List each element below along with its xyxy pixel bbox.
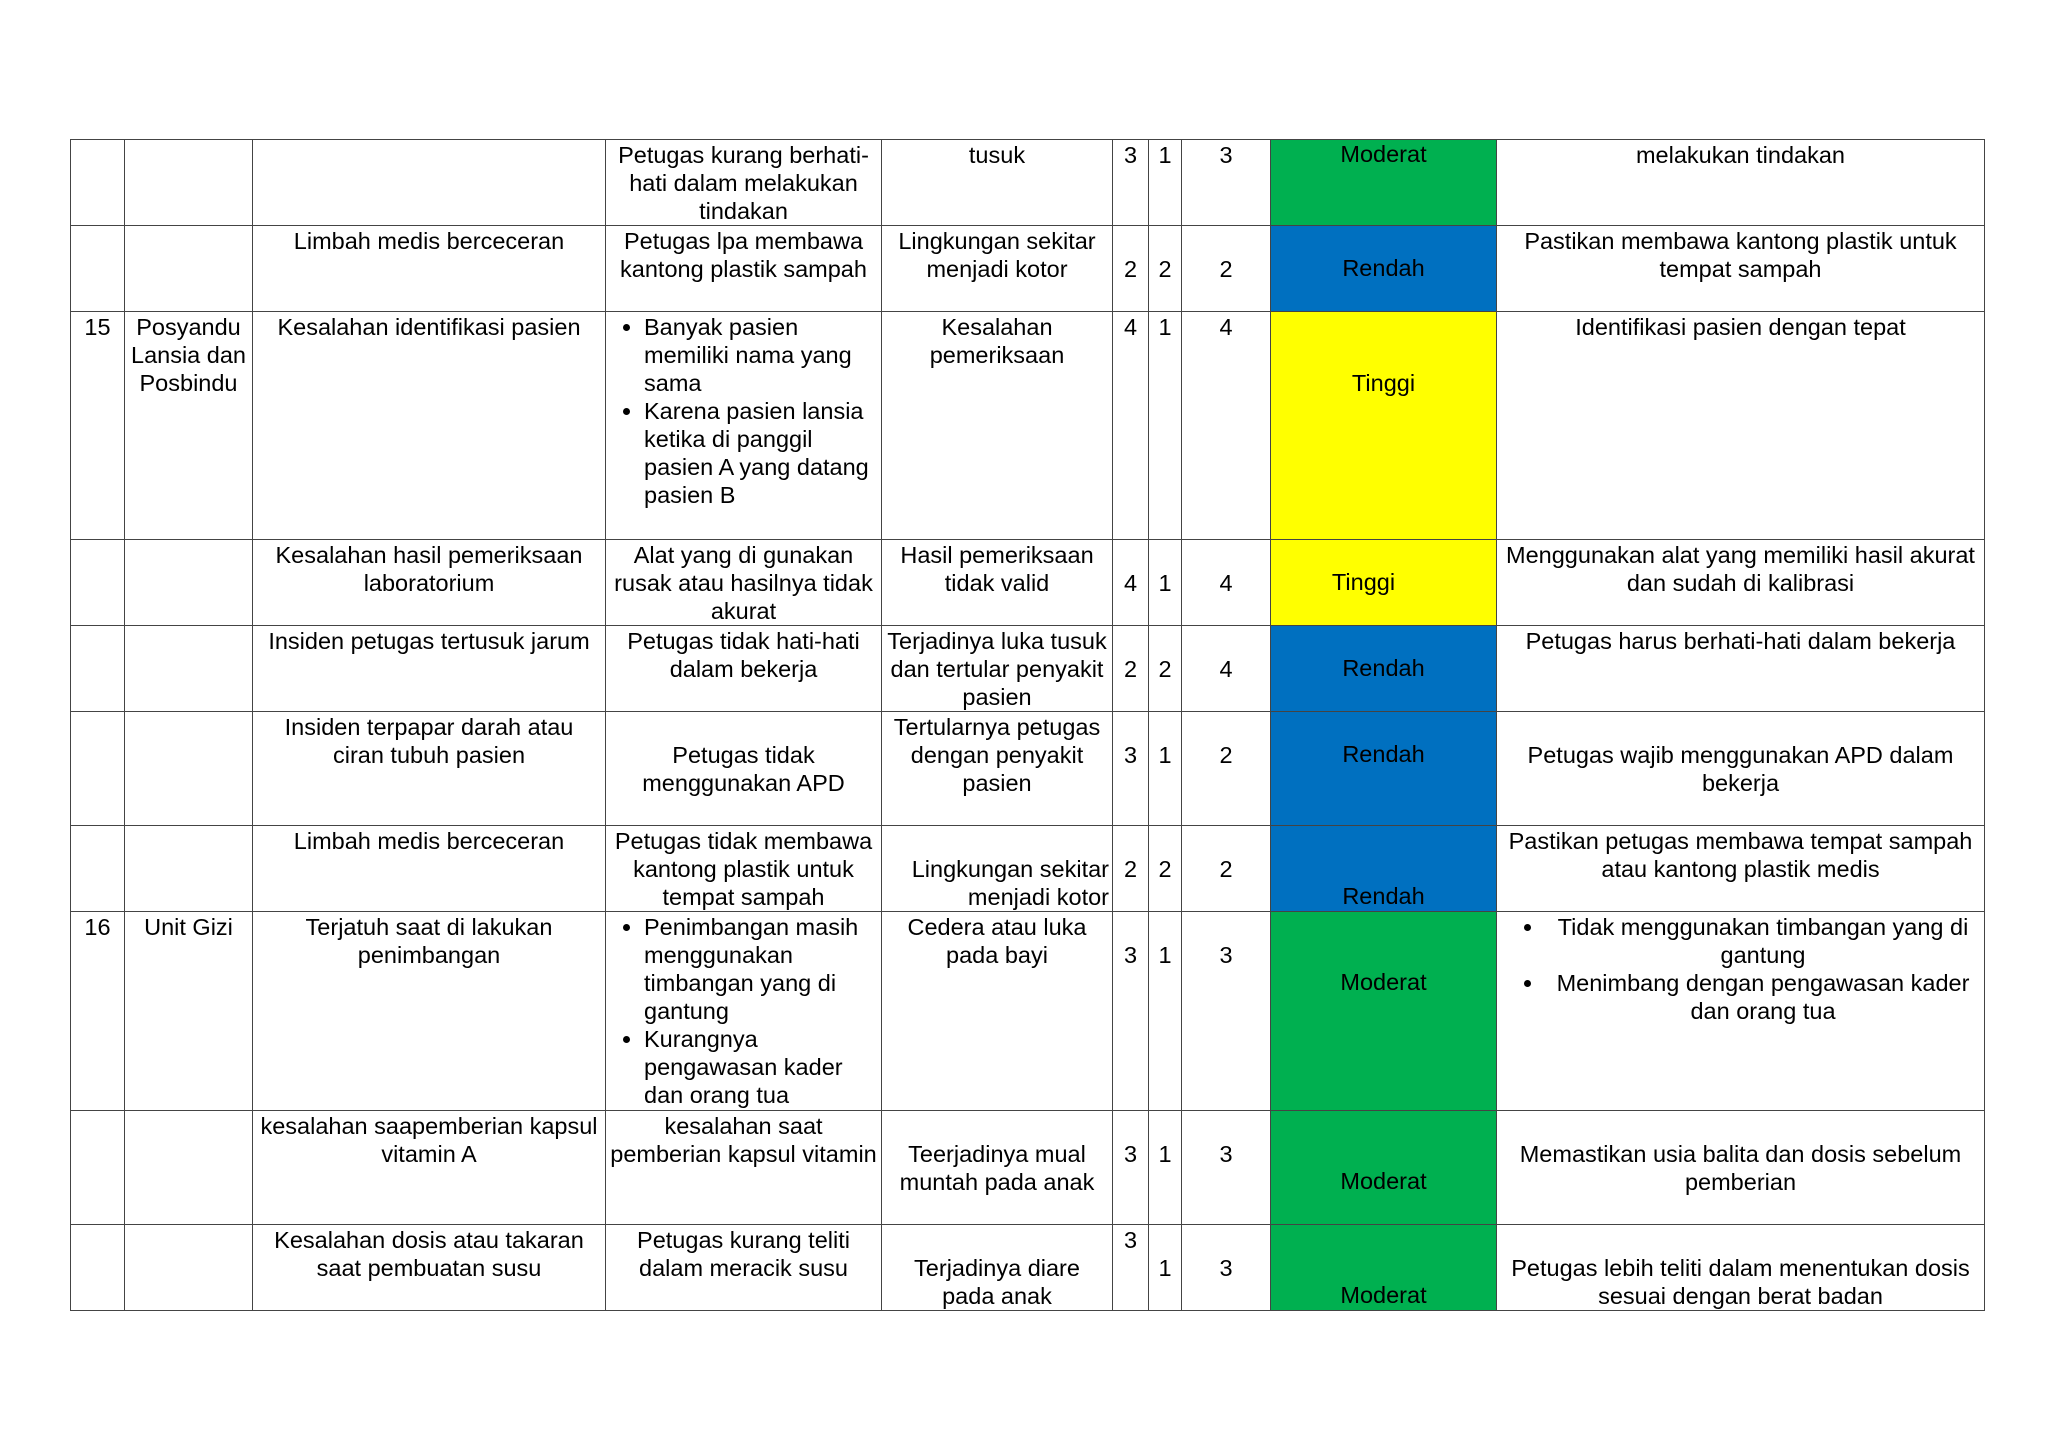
- impact-cell: [882, 826, 1113, 912]
- risk-register-table: [70, 139, 1985, 1311]
- risk-level-label: Moderat: [1340, 1168, 1427, 1194]
- control-cell: Identifikasi pasien dengan tepat: [1497, 312, 1985, 540]
- risk-level-label: Rendah: [1342, 741, 1425, 767]
- risk-level-label: Moderat: [1340, 1282, 1427, 1308]
- score-1-value: 4: [1123, 570, 1138, 596]
- score-1-cell: 3: [1113, 1225, 1149, 1311]
- table-row: [71, 1111, 1985, 1225]
- risk-cell: Terjatuh saat di lakukan penimbangan: [253, 912, 606, 1111]
- cause-cell: [606, 912, 882, 1111]
- risk-level-cell: [1271, 626, 1497, 712]
- score-1-cell: 4: [1113, 312, 1149, 540]
- row-number-cell: 15: [71, 312, 125, 540]
- risk-level-label: Tinggi: [1331, 569, 1396, 595]
- unit-cell: [125, 826, 253, 912]
- score-2-cell: 1: [1149, 312, 1182, 540]
- row-number-cell: [71, 826, 125, 912]
- table-row: [71, 540, 1985, 626]
- impact-cell: Tertularnya petugas dengan penyakit pasien: [882, 712, 1113, 826]
- risk-level-label: Rendah: [1342, 655, 1425, 681]
- impact-cell: tusuk: [882, 140, 1113, 226]
- row-number-cell: [71, 226, 125, 312]
- score-3-cell: [1182, 712, 1271, 826]
- score-3-value: 2: [1219, 856, 1233, 882]
- impact-text: Lingkungan sekitar menjadi kotor: [911, 856, 1109, 910]
- risk-cell: Kesalahan dosis atau takaran saat pembuatan susu: [253, 1225, 606, 1311]
- score-2-cell: [1149, 1111, 1182, 1225]
- score-2-value: 1: [1158, 570, 1172, 596]
- score-3-cell: [1182, 1111, 1271, 1225]
- row-number-cell: [71, 1225, 125, 1311]
- impact-cell: Lingkungan sekitar menjadi kotor: [882, 226, 1113, 312]
- table-row: [71, 712, 1985, 826]
- score-3-cell: [1182, 226, 1271, 312]
- list-item: • Karena pasien lansia ketika di panggil pasien A yang datang pasien B: [644, 397, 878, 509]
- cause-cell: [606, 712, 882, 826]
- score-3-value: 3: [1219, 1255, 1233, 1281]
- score-3-cell: 3: [1182, 140, 1271, 226]
- score-2-value: 2: [1158, 656, 1172, 682]
- risk-level-cell: [1271, 826, 1497, 912]
- row-number-cell: [71, 540, 125, 626]
- score-2-value: 1: [1158, 742, 1172, 768]
- table-row: [71, 226, 1985, 312]
- row-number-cell: [71, 1111, 125, 1225]
- score-2-cell: [1149, 626, 1182, 712]
- cause-cell: Alat yang di gunakan rusak atau hasilnya tidak akurat: [606, 540, 882, 626]
- table-row: [71, 1225, 1985, 1311]
- score-2-value: 2: [1158, 856, 1172, 882]
- score-3-cell: [1182, 626, 1271, 712]
- score-1-value: 2: [1123, 656, 1138, 682]
- unit-cell: [125, 1111, 253, 1225]
- unit-cell: [125, 140, 253, 226]
- score-1-value: 3: [1123, 942, 1138, 968]
- unit-cell: [125, 1225, 253, 1311]
- risk-cell: Limbah medis berceceran: [253, 226, 606, 312]
- cause-cell: Petugas kurang teliti dalam meracik susu: [606, 1225, 882, 1311]
- row-number-cell: [71, 712, 125, 826]
- score-2-cell: [1149, 1225, 1182, 1311]
- unit-cell: Posyandu Lansia dan Posbindu: [125, 312, 253, 540]
- score-3-value: 4: [1219, 570, 1233, 596]
- risk-level-cell: [1271, 312, 1497, 540]
- score-1-value: 2: [1123, 256, 1138, 282]
- table-row: [71, 912, 1985, 1111]
- risk-level-cell: [1271, 1111, 1497, 1225]
- cause-list: [609, 313, 878, 509]
- list-item: • Kurangnya pengawasan kader dan orang tua: [644, 1025, 878, 1109]
- risk-level-cell: [1271, 1225, 1497, 1311]
- score-1-value: 3: [1123, 742, 1138, 768]
- cause-cell: Petugas lpa membawa kantong plastik sampah: [606, 226, 882, 312]
- cause-cell: Petugas kurang berhati-hati dalam melakukan tindakan: [606, 140, 882, 226]
- unit-cell: [125, 226, 253, 312]
- score-2-value: 1: [1158, 1141, 1172, 1167]
- cause-text: Petugas tidak menggunakan APD: [642, 742, 845, 796]
- score-2-value: 1: [1158, 1255, 1172, 1281]
- score-2-cell: [1149, 912, 1182, 1111]
- score-3-cell: [1182, 540, 1271, 626]
- control-text: Petugas lebih teliti dalam menentukan dosis sesuai dengan berat badan: [1511, 1255, 1970, 1309]
- score-3-value: 2: [1219, 256, 1233, 282]
- risk-cell: Kesalahan identifikasi pasien: [253, 312, 606, 540]
- control-cell: Pastikan membawa kantong plastik untuk tempat sampah: [1497, 226, 1985, 312]
- score-2-value: 2: [1158, 256, 1172, 282]
- table-row: [71, 626, 1985, 712]
- score-3-cell: [1182, 1225, 1271, 1311]
- control-cell: [1497, 712, 1985, 826]
- unit-cell: [125, 626, 253, 712]
- risk-cell: [253, 140, 606, 226]
- score-3-cell: 4: [1182, 312, 1271, 540]
- risk-cell: kesalahan saapemberian kapsul vitamin A: [253, 1111, 606, 1225]
- cause-cell: Petugas tidak hati-hati dalam bekerja: [606, 626, 882, 712]
- risk-level-cell: [1271, 712, 1497, 826]
- control-cell: [1497, 1225, 1985, 1311]
- row-number-cell: [71, 626, 125, 712]
- score-3-value: 3: [1219, 1141, 1233, 1167]
- control-text: Memastikan usia balita dan dosis sebelum pemberian: [1519, 1141, 1962, 1195]
- score-1-cell: [1113, 826, 1149, 912]
- list-item: • Menimbang dengan pengawasan kader dan orang tua: [1545, 969, 1981, 1025]
- score-1-value: 3: [1123, 1141, 1138, 1167]
- score-2-cell: [1149, 826, 1182, 912]
- risk-cell: Insiden terpapar darah atau ciran tubuh pasien: [253, 712, 606, 826]
- score-3-value: 3: [1219, 942, 1233, 968]
- score-2-cell: [1149, 540, 1182, 626]
- control-cell: Petugas harus berhati-hati dalam bekerja: [1497, 626, 1985, 712]
- list-item: • Banyak pasien memiliki nama yang sama: [644, 313, 878, 397]
- row-number-cell: [71, 140, 125, 226]
- impact-cell: [882, 1225, 1113, 1311]
- risk-cell: Kesalahan hasil pemeriksaan laboratorium: [253, 540, 606, 626]
- control-cell: Pastikan petugas membawa tempat sampah atau kantong plastik medis: [1497, 826, 1985, 912]
- score-1-cell: [1113, 1111, 1149, 1225]
- cause-cell: kesalahan saat pemberian kapsul vitamin: [606, 1111, 882, 1225]
- unit-cell: [125, 712, 253, 826]
- score-3-cell: [1182, 826, 1271, 912]
- impact-cell: Kesalahan pemeriksaan: [882, 312, 1113, 540]
- table-row: [71, 826, 1985, 912]
- impact-text: Teerjadinya mual muntah pada anak: [899, 1141, 1095, 1195]
- score-2-cell: 1: [1149, 140, 1182, 226]
- unit-cell: [125, 540, 253, 626]
- impact-cell: Hasil pemeriksaan tidak valid: [882, 540, 1113, 626]
- risk-cell: Insiden petugas tertusuk jarum: [253, 626, 606, 712]
- score-1-cell: [1113, 226, 1149, 312]
- risk-level-cell: [1271, 140, 1497, 226]
- risk-level-cell: [1271, 540, 1497, 626]
- control-cell: Menggunakan alat yang memiliki hasil akurat dan sudah di kalibrasi: [1497, 540, 1985, 626]
- score-1-cell: 3: [1113, 140, 1149, 226]
- list-item: • Penimbangan masih menggunakan timbangan yang di gantung: [644, 913, 878, 1025]
- risk-level-label: Moderat: [1340, 969, 1427, 995]
- risk-level-label: Moderat: [1340, 141, 1427, 167]
- score-3-value: 4: [1219, 656, 1233, 682]
- control-cell: [1497, 912, 1985, 1111]
- table-row: [71, 312, 1985, 540]
- score-1-cell: [1113, 626, 1149, 712]
- risk-level-label: Rendah: [1342, 883, 1425, 909]
- cause-cell: Petugas tidak membawa kantong plastik untuk tempat sampah: [606, 826, 882, 912]
- control-cell: melakukan tindakan: [1497, 140, 1985, 226]
- control-list: [1500, 913, 1981, 1025]
- score-2-cell: [1149, 226, 1182, 312]
- impact-cell: Cedera atau luka pada bayi: [882, 912, 1113, 1111]
- score-2-cell: [1149, 712, 1182, 826]
- score-1-cell: [1113, 712, 1149, 826]
- control-text: Petugas wajib menggunakan APD dalam bekerja: [1527, 742, 1954, 796]
- list-item: • Tidak menggunakan timbangan yang di gantung: [1545, 913, 1981, 969]
- score-1-cell: [1113, 912, 1149, 1111]
- risk-level-label: Tinggi: [1351, 370, 1416, 396]
- risk-cell: Limbah medis berceceran: [253, 826, 606, 912]
- score-3-cell: [1182, 912, 1271, 1111]
- cause-list: [609, 913, 878, 1109]
- row-number-cell: 16: [71, 912, 125, 1111]
- risk-level-label: Rendah: [1342, 255, 1425, 281]
- score-1-value: 2: [1123, 856, 1138, 882]
- impact-cell: [882, 1111, 1113, 1225]
- score-2-value: 1: [1158, 942, 1172, 968]
- impact-text: Terjadinya diare pada anak: [914, 1255, 1080, 1309]
- score-1-cell: [1113, 540, 1149, 626]
- risk-level-cell: [1271, 912, 1497, 1111]
- score-3-value: 2: [1219, 742, 1233, 768]
- cause-cell: [606, 312, 882, 540]
- unit-cell: Unit Gizi: [125, 912, 253, 1111]
- control-cell: [1497, 1111, 1985, 1225]
- impact-cell: Terjadinya luka tusuk dan tertular penyakit pasien: [882, 626, 1113, 712]
- risk-level-cell: [1271, 226, 1497, 312]
- table-row: [71, 140, 1985, 226]
